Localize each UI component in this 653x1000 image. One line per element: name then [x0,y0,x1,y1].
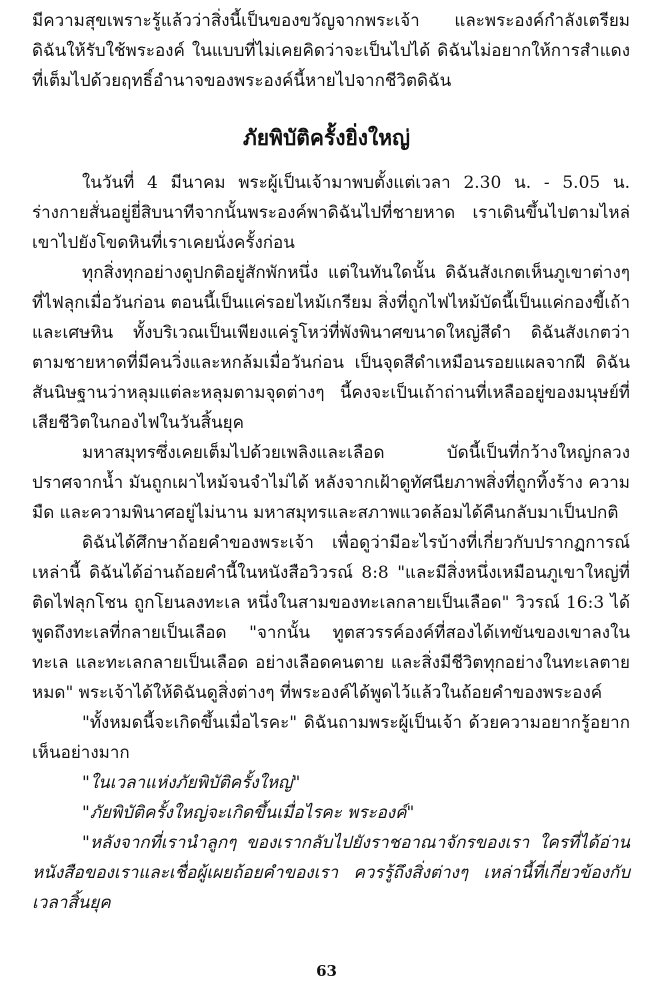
italic-line-1: "ในเวลาแห่งภัยพิบัติครั้งใหญ่" [82,773,301,793]
italic-line-3: "หลังจากที่เรานำลูกๆ ของเรากลับไปยังราชอาณาจักรของเรา ใครที่ได้อ่านหนังสือของเราและเชื่อผู้เผยถ้อยคำของเรา ควรรู้ถึงสิ่งต่างๆ เหล่านี้ที่เกี่ยวข้องกับเวลาสิ้นยุค [32,833,630,913]
paragraph-2: ทุกสิ่งทุกอย่างดูปกติอยู่สักพักหนึ่ง แต่ในทันใดนั้น ดิฉันสังเกตเห็นภูเขาต่างๆ ที่ไฟลุกเมื่อวันก่อน ตอนนี้เป็นแค่รอยไหม้เกรียม สิ่งที่ถูกไฟไหม้บัดนี้เป็นแค่กองขี้เถ้าและเศษหิน ทั้งบริเวณเป็นเพียงแค่รูโหว่ที่พังพินาศขนาดใหญ่สีดำ ดิฉันสังเกตว่าตามชายหาดที่มีคนวิ่งและหกล้มเมื่อวันก่อน เป็นจุดสีดำเหมือนรอยแผลจากฝี ดิฉันสันนิษฐานว่าหลุมแต่ละหลุมตามจุดต่างๆ นี้คงจะเป็นเถ้าถ่านที่เหลืออยู่ของมนุษย์ที่เสียชีวิตในกองไฟในวันสิ้นยุค [32,263,630,433]
paragraph-3: มหาสมุทรซึ่งเคยเต็มไปด้วยเพลิงและเลือด บัดนี้เป็นที่กว้างใหญ่กลวงปราศจากน้ำ มันถูกเผาไหม้จนจำไม่ได้ หลังจากเฝ้าดูทัศนียภาพสิ่งที่ถูกทิ้งร้าง ความมืด และความพินาศอยู่ไม่นาน มหาสมุทรและสภาพแวดล้อมได้คืนกลับมาเป็นปกติ [32,443,630,523]
paragraph-1: ในวันที่ 4 มีนาคม พระผู้เป็นเจ้ามาพบตั้งแต่เวลา 2.30 น. - 5.05 น. ร่างกายสั่นอยู่ยี่สิบนาทีจากนั้นพระองค์พาดิฉันไปที่ชายหาด เราเดินขึ้นไปตามไหล่เขาไปยังโขดหินที่เราเคยนั่งครั้งก่อน [32,173,630,253]
page-number: 63 [316,962,337,980]
main-text-block [32,168,630,918]
intro-paragraph: มีความสุขเพราะรู้แล้วว่าสิ่งนี้เป็นของขวัญจากพระเจ้า และพระองค์กำลังเตรียมดิฉันให้รับใช้พระองค์ ในแบบที่ไม่เคยคิดว่าจะเป็นไปได้ ดิฉันไม่อยากให้การสำแดงที่เต็มไปด้วยฤทธิ์อำนาจของพระองค์นี้หายไปจากชีวิตดิฉัน [32,11,630,91]
paragraph-4: ดิฉันได้ศึกษาถ้อยคำของพระเจ้า เพื่อดูว่ามีอะไรบ้างที่เกี่ยวกับปรากฏการณ์เหล่านี้ ดิฉันได้อ่านถ้อยคำนี้ในหนังสือวิวรณ์ 8:8 "และมีสิ่งหนึ่งเหมือนภูเขาใหญ่ที่ติดไฟลุกโชน ถูกโยนลงทะเล หนึ่งในสามของทะเลกลายเป็นเลือด" วิวรณ์ 16:3 ได้พูดถึงทะเลที่กลายเป็นเลือด "จากนั้น ทูตสวรรค์องค์ที่สองได้เทขันของเขาลงในทะเล และทะเลกลายเป็นเลือด อย่างเลือดคนตาย และสิ่งมีชีวิตทุกอย่างในทะเลตายหมด" พระเจ้าได้ให้ดิฉันดูสิ่งต่างๆ ที่พระองค์ได้พูดไว้แล้วในถ้อยคำของพระองค์ [32,533,630,703]
italic-line-2: "ภัยพิบัติครั้งใหญ่จะเกิดขึ้นเมื่อไรคะ พระองค์" [82,803,415,823]
intro-text-block [32,6,630,96]
paragraph-5: "ทั้งหมดนี้จะเกิดขึ้นเมื่อไรคะ" ดิฉันถามพระผู้เป็นเจ้า ด้วยความอยากรู้อยากเห็นอย่างมาก [32,713,630,763]
section-heading: ภัยพิบัติครั้งยิ่งใหญ่ [242,125,411,150]
